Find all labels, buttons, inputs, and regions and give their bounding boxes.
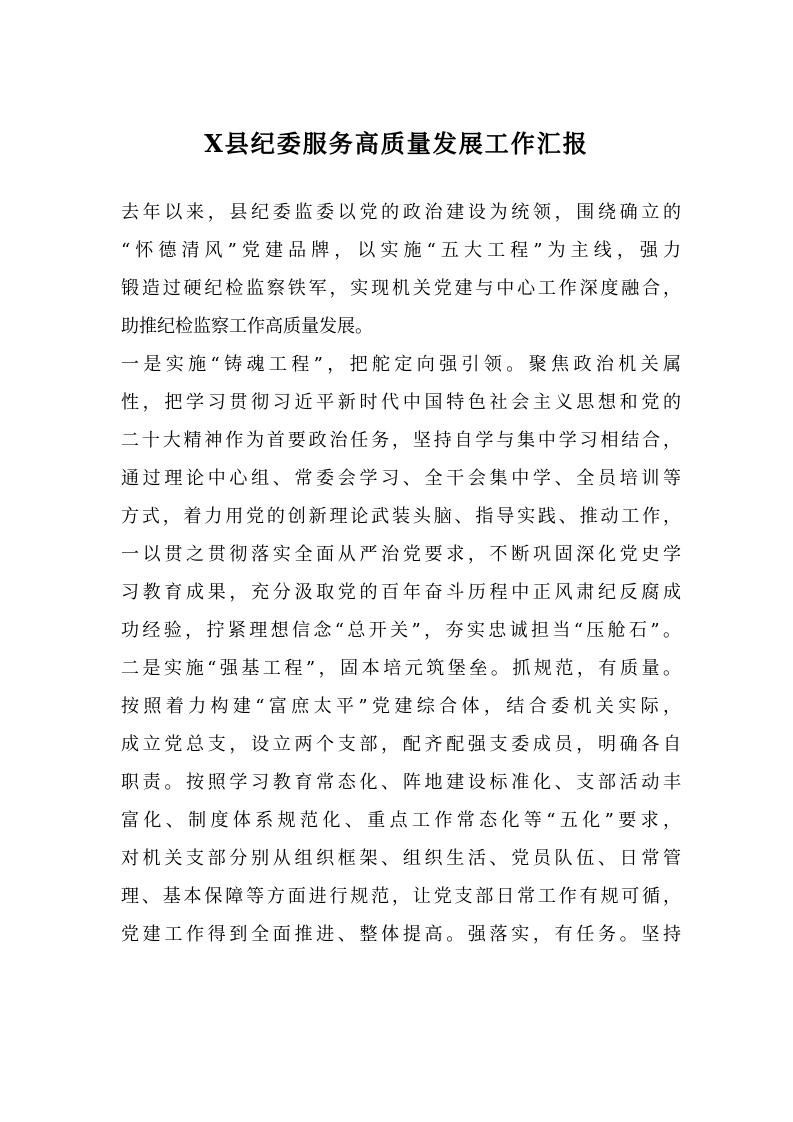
paragraph-line: 成立党总支，设立两个支部，配齐配强支委成员，明确各自	[121, 734, 681, 755]
paragraph-line: 方式，着力用党的创新理论武装头脑、指导实践、推动工作，	[121, 506, 681, 527]
paragraph-line: 性，把学习贯彻习近平新时代中国特色社会主义思想和党的	[121, 392, 681, 413]
paragraph-line: 通过理论中心组、常委会学习、全干会集中学、全员培训等	[121, 468, 681, 489]
paragraph-line: 职责。按照学习教育常态化、阵地建设标准化、支部活动丰	[121, 772, 681, 793]
paragraph-line: “怀德清风”党建品牌，以实施“五大工程”为主线，强力	[121, 240, 681, 261]
paragraph-line: 助推纪检监察工作高质量发展。	[121, 316, 373, 337]
paragraph-line: 对机关支部分别从组织框架、组织生活、党员队伍、日常管	[121, 848, 681, 869]
paragraph-line: 二是实施“强基工程”，固本培元筑堡垒。抓规范，有质量。	[121, 658, 681, 679]
paragraph-line: 富化、制度体系规范化、重点工作常态化等“五化”要求，	[121, 810, 681, 831]
paragraph-line: 去年以来，县纪委监委以党的政治建设为统领，围绕确立的	[121, 202, 681, 223]
paragraph-line: 党建工作得到全面推进、整体提高。强落实，有任务。坚持	[121, 924, 681, 945]
paragraph-line: 按照着力构建“富庶太平”党建综合体，结合委机关实际，	[121, 696, 681, 717]
paragraph-line: 锻造过硬纪检监察铁军，实现机关党建与中心工作深度融合，	[121, 278, 681, 299]
paragraph-line: 功经验，拧紧理想信念“总开关”，夯实忠诚担当“压舱石”。	[121, 620, 681, 641]
paragraph-line: 一是实施“铸魂工程”，把舵定向强引领。聚焦政治机关属	[121, 354, 681, 375]
paragraph-line: 理、基本保障等方面进行规范，让党支部日常工作有规可循，	[121, 886, 681, 907]
paragraph-line: 一以贯之贯彻落实全面从严治党要求，不断巩固深化党史学	[121, 544, 681, 565]
paragraph-line: 习教育成果，充分汲取党的百年奋斗历程中正风肃纪反腐成	[121, 582, 681, 603]
document-title: X县纪委服务高质量发展工作汇报	[204, 129, 589, 158]
paragraph-line: 二十大精神作为首要政治任务，坚持自学与集中学习相结合，	[121, 430, 681, 451]
